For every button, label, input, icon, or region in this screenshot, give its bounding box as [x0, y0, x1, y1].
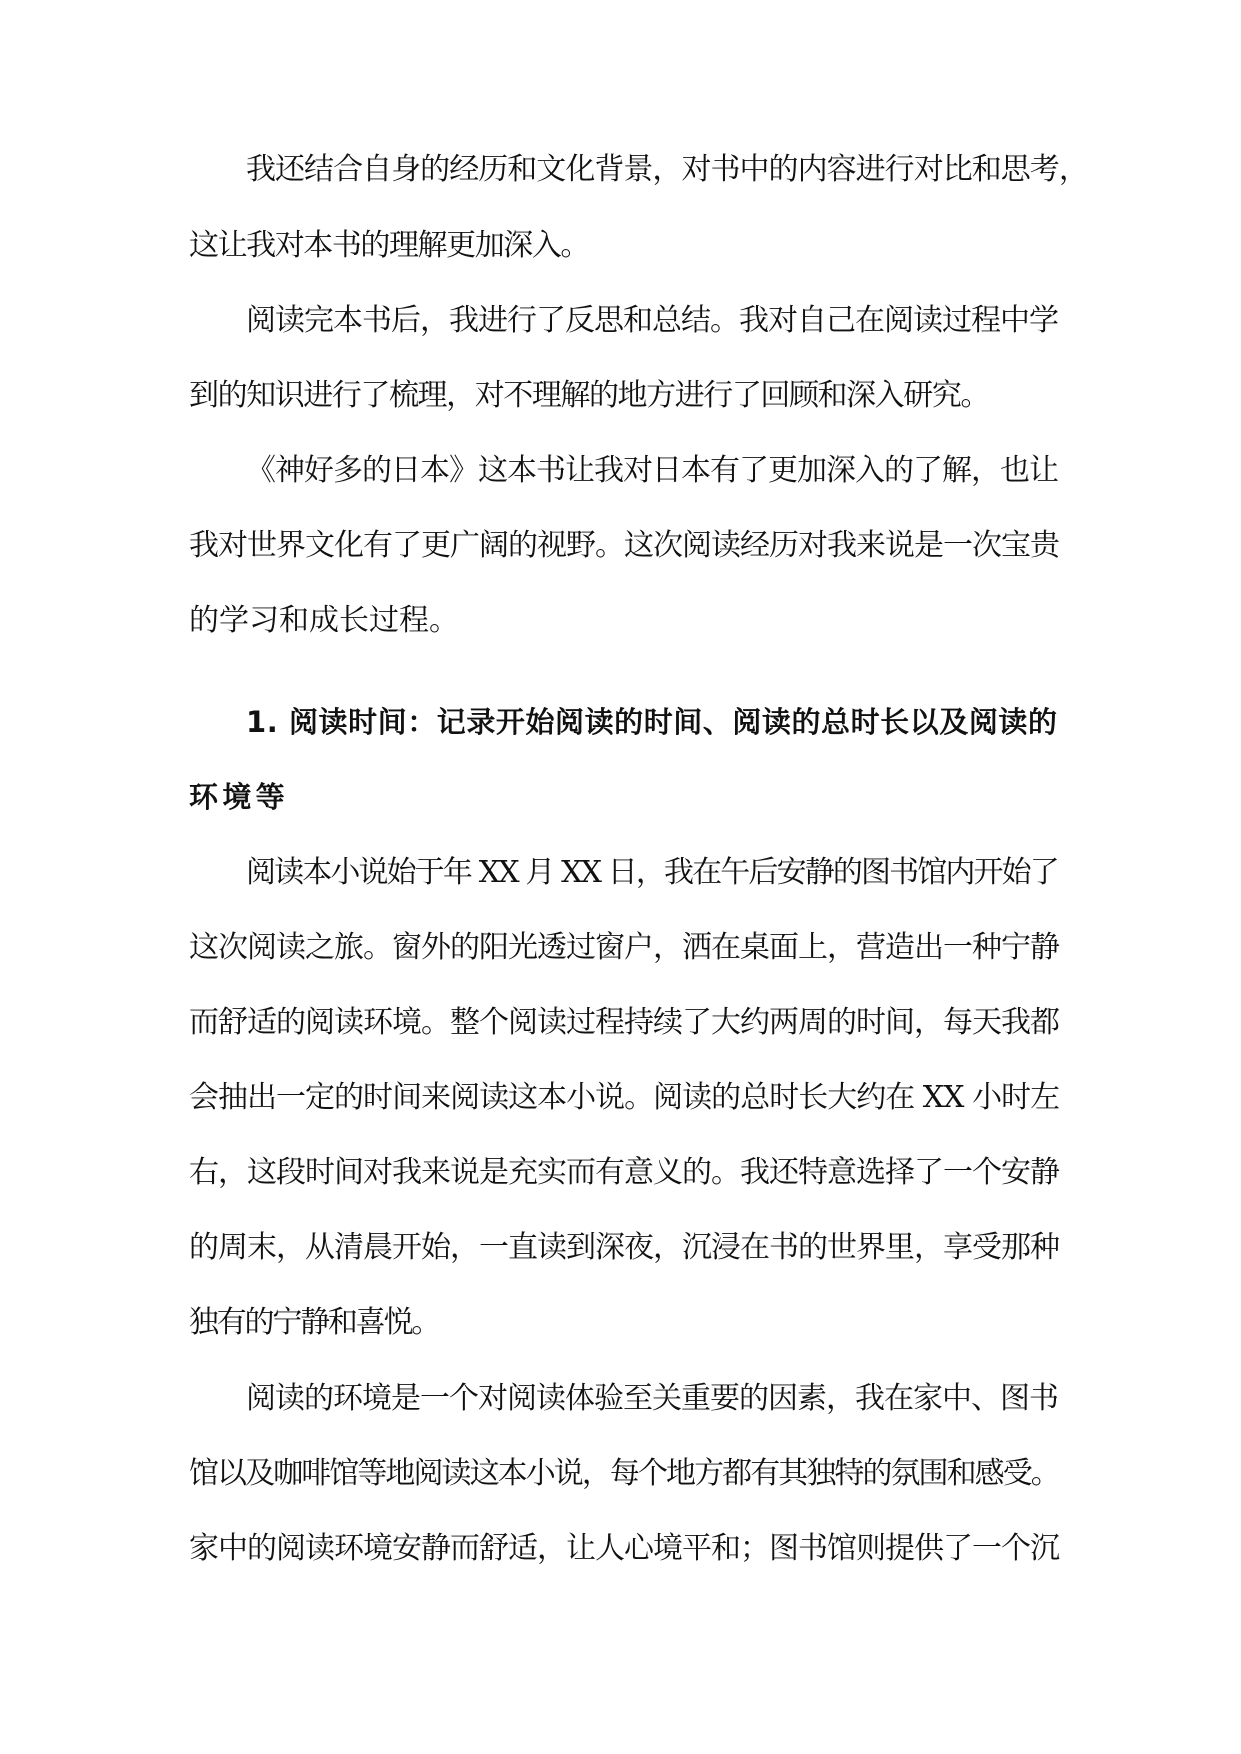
- paragraph-line: 我还结合自身的经历和文化背景，对书中的内容进行对比和思考，: [246, 152, 1088, 187]
- paragraph-line: 家中的阅读环境安静而舒适，让人心境平和；图书馆则提供了一个沉: [189, 1531, 1059, 1566]
- paragraph-line: 独有的宁静和喜悦。: [189, 1305, 440, 1340]
- paragraph-line: 馆以及咖啡馆等地阅读这本小说，每个地方都有其独特的氛围和感受。: [189, 1456, 1059, 1491]
- paragraph-line: 阅读完本书后，我进行了反思和总结。我对自己在阅读过程中学: [246, 303, 1058, 338]
- paragraph-line: 阅读的环境是一个对阅读体验至关重要的因素，我在家中、图书: [246, 1381, 1058, 1416]
- paragraph-line: 到的知识进行了梳理，对不理解的地方进行了回顾和深入研究。: [189, 378, 989, 413]
- section-heading: 环境等: [189, 780, 289, 814]
- paragraph-line: 右，这段时间对我来说是充实而有意义的。我还特意选择了一个安静: [189, 1155, 1059, 1190]
- paragraph-line: 这让我对本书的理解更加深入。: [189, 228, 589, 263]
- paragraph-line: 我对世界文化有了更广阔的视野。这次阅读经历对我来说是一次宝贵: [189, 528, 1059, 563]
- paragraph-line: 《神好多的日本》这本书让我对日本有了更加深入的了解，也让: [246, 453, 1058, 488]
- paragraph-line: 会抽出一定的时间来阅读这本小说。阅读的总时长大约在 XX 小时左: [189, 1080, 1060, 1115]
- paragraph-line: 阅读本小说始于年 XX 月 XX 日，我在午后安静的图书馆内开始了: [246, 855, 1058, 890]
- paragraph-line: 这次阅读之旅。窗外的阳光透过窗户，洒在桌面上，营造出一种宁静: [189, 930, 1059, 965]
- paragraph-line: 的周末，从清晨开始，一直读到深夜，沉浸在书的世界里，享受那种: [189, 1230, 1059, 1265]
- paragraph-line: 而舒适的阅读环境。整个阅读过程持续了大约两周的时间，每天我都: [189, 1005, 1059, 1040]
- paragraph-line: 的学习和成长过程。: [189, 603, 459, 638]
- section-heading: 1. 阅读时间：记录开始阅读的时间、阅读的总时长以及阅读的: [246, 705, 1058, 739]
